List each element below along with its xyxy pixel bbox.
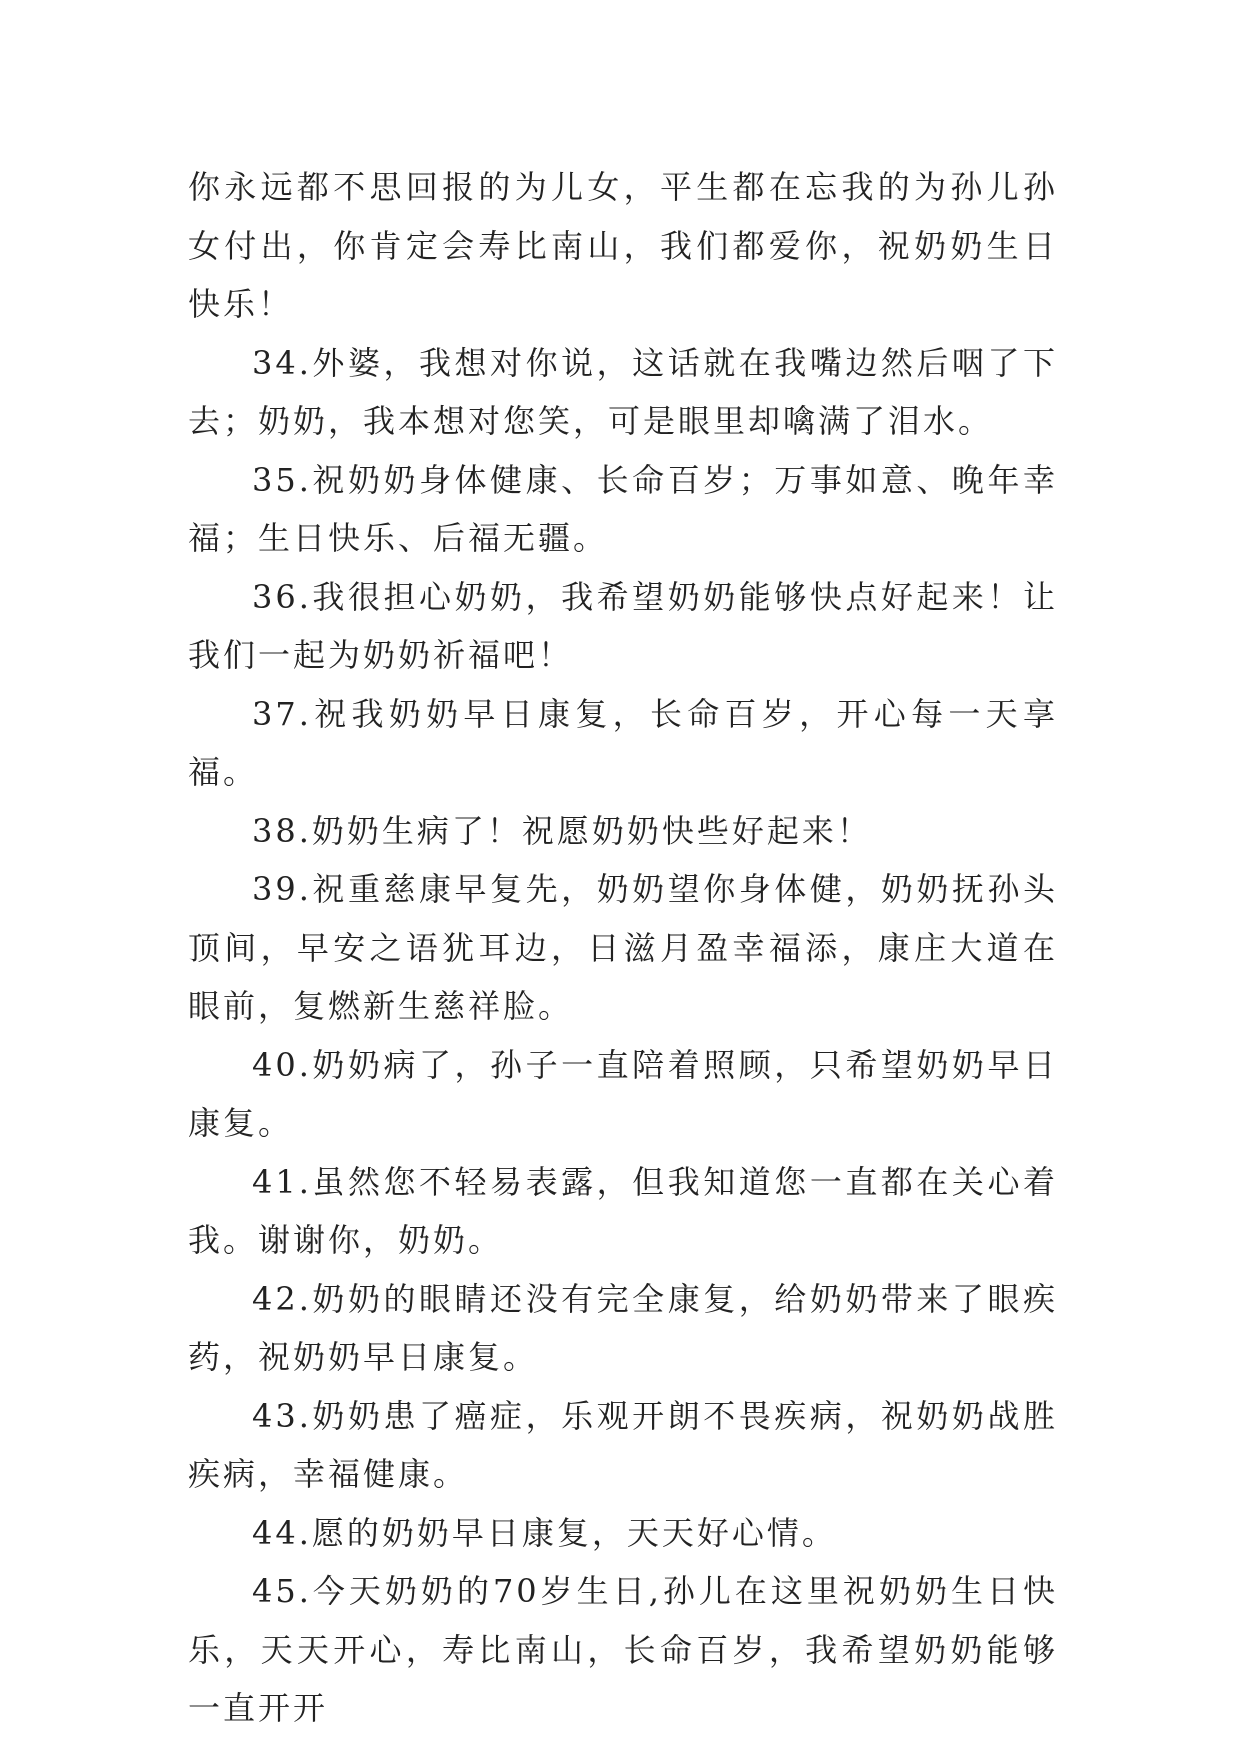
paragraph-42: 42.奶奶的眼睛还没有完全康复，给奶奶带来了眼疾药，祝奶奶早日康复。 [188,1279,1058,1376]
paragraph-36: 36.我很担心奶奶，我希望奶奶能够快点好起来！让我们一起为奶奶祈福吧！ [188,577,1058,674]
document-body [188,158,1058,1738]
paragraph-38: 38.奶奶生病了！祝愿奶奶快些好起来！ [252,811,872,850]
paragraph-40: 40.奶奶病了，孙子一直陪着照顾，只希望奶奶早日康复。 [188,1045,1058,1142]
paragraph-34: 34.外婆，我想对你说，这话就在我嘴边然后咽了下去；奶奶，我本想对您笑，可是眼里却噙满了泪水。 [188,343,1058,440]
paragraph-37: 37.祝我奶奶早日康复，长命百岁，开心每一天享福。 [188,694,1058,791]
paragraph-45: 45.今天奶奶的70岁生日,孙儿在这里祝奶奶生日快乐，天天开心，寿比南山，长命百岁，我希望奶奶能够一直开开 [188,1572,1058,1727]
paragraph-41: 41.虽然您不轻易表露，但我知道您一直都在关心着我。谢谢你，奶奶。 [188,1162,1058,1259]
paragraph-35: 35.祝奶奶身体健康、长命百岁；万事如意、晚年幸福；生日快乐、后福无疆。 [188,460,1058,557]
paragraph-43: 43.奶奶患了癌症，乐观开朗不畏疾病，祝奶奶战胜疾病，幸福健康。 [188,1396,1058,1493]
paragraph-44: 44.愿的奶奶早日康复，天天好心情。 [252,1513,837,1552]
paragraph-39: 39.祝重慈康早复先，奶奶望你身体健，奶奶抚孙头顶间，早安之语犹耳边，日滋月盈幸福添，康庄大道在眼前，复燃新生慈祥脸。 [188,870,1058,1025]
paragraph-continuation: 你永远都不思回报的为儿女，平生都在忘我的为孙儿孙女付出，你肯定会寿比南山，我们都爱你，祝奶奶生日快乐！ [188,168,1058,323]
